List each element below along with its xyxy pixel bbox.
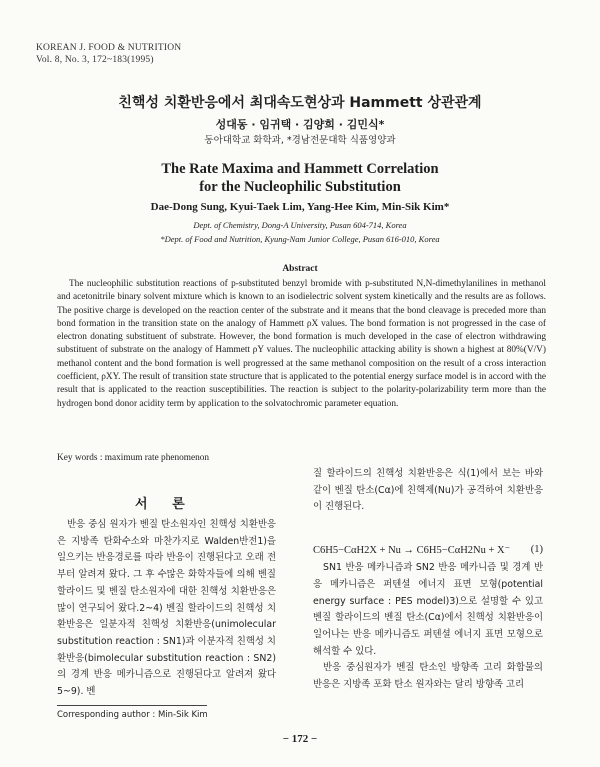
footnote-corresponding-author: Corresponding author : Min-Sik Kim (57, 710, 208, 720)
keywords: Key words : maximum rate phenomenon (57, 453, 210, 463)
left-paragraph: 반응 중심 원자가 벤질 탄소원자인 친핵성 치환반응은 지방족 탄화수소와 마찬가지로 Walden반전1)을 일으키는 반응경로를 따라 반응이 진행된다고 오래 전부터 알려져 왔다. 그 후 수많은 화학자들에 의해 벤질할라이드 및 벤질 탄소원자에 대한 친핵성 치환반응은 많이 연구되어 왔다.2~4) 벤질 할라이드의 친핵성 치환반응은 일분자적 친핵성 치환반응(unimolecular substitution reaction : SN1)과 이분자적 친핵성 치환반응(bimolecular substitution reaction : SN2)의 경계 반응 메카니즘으로 진행된다고 알려져 왔다5~9). 벤 (57, 519, 276, 698)
equation-number: (1) (530, 544, 543, 555)
page-number: − 172 − (282, 733, 318, 745)
korean-affiliation: 동아대학교 화학과, *경남전문대학 식품영양과 (204, 135, 396, 146)
english-affiliation-1: Dept. of Chemistry, Dong-A University, Pusan 604-714, Korea (193, 220, 407, 230)
korean-title: 친핵성 치환반응에서 최대속도현상과 Hammett 상관관계 (118, 95, 482, 111)
equation-1 (313, 544, 543, 556)
right-paragraph-2: SN1 반응 메카니즘과 SN2 반응 메카니즘 및 경계 반응 메카니즘은 퍼텐셜 에너지 표면 모형(potential energy surface : PES model)3)으로 설명할 수 있고 벤질 할라이드의 벤질 탄소(Cα)에서 친핵성 치환반응이 일어나는 반응 메카니즘도 퍼텐셜 에너지 표면 모형으로 해석할 수 있다. (313, 562, 543, 657)
section-heading-introduction: 서 론 (135, 497, 195, 512)
footnote-divider (57, 705, 207, 706)
abstract-text: The nucleophilic substitution reactions of p-substituted benzyl bromide with p-substituted N,N-dimethylanilines in methanol and acetonitrile binary solvent mixture which is known to an isodielectric solvent system kinetically and the results are as follows. The positive charge is developed on the reaction center of the substrate and it means that the bond cleavage is preceded more than bond formation in the transition state on the analogy of Hammett ρX values. The bond formation is not progressed in the case of electron donating substituent of substrate. However, the bond formation is much developed in the case of electron withdrawing substituent of substrate on the analogy of Hammett ρY values. The nucleophilic attacking ability is shown a highest at 80%(V/V) methanol content and the bond formation is well progressed at the same methanol composition on the result of a cross interaction coefficient, ρXY. The result of transition state structure that is applicated to the potential energy surface model is in accord with the result that is applicated to the reaction susceptibilities. The reaction is subject to the polarity-polarizability term more than the hydrogen bond donor acidity term by application to the solvatochromic parameter equation. (57, 279, 546, 409)
english-title-line1: The Rate Maxima and Hammett Correlation (161, 161, 439, 177)
korean-authors: 성대동 · 임귀택 · 김양희 · 김민식* (215, 118, 385, 131)
left-column (57, 517, 276, 701)
right-paragraph-3: 반응 중심원자가 벤질 탄소인 방향족 고리 화합물의 반응은 지방족 포화 탄소 원자와는 달리 방향족 고리 (313, 662, 543, 691)
right-column (313, 466, 543, 694)
equation-text: C6H5−CαH2X + Nu → C6H5−CαH2Nu + X⁻ (313, 545, 511, 556)
right-paragraph-1: 질 할라이드의 친핵성 치환반응은 식(1)에서 보는 바와 같이 벤질 탄소(Cα)에 친핵제(Nu)가 공격하여 치환반응이 진행된다. (313, 468, 543, 513)
english-title (0, 160, 600, 196)
english-authors: Dae-Dong Sung, Kyui-Taek Lim, Yang-Hee Kim, Min-Sik Kim* (150, 201, 450, 213)
abstract-heading: Abstract (282, 264, 318, 274)
journal-volume: Vol. 8, No. 3, 172~183(1995) (36, 55, 154, 65)
abstract-body (57, 278, 546, 411)
journal-name: KOREAN J. FOOD & NUTRITION (36, 43, 182, 53)
english-affiliation-2: *Dept. of Food and Nutrition, Kyung-Nam Junior College, Pusan 616-010, Korea (160, 234, 440, 244)
english-title-line2: for the Nucleophilic Substitution (199, 179, 401, 195)
journal-header (36, 42, 181, 66)
